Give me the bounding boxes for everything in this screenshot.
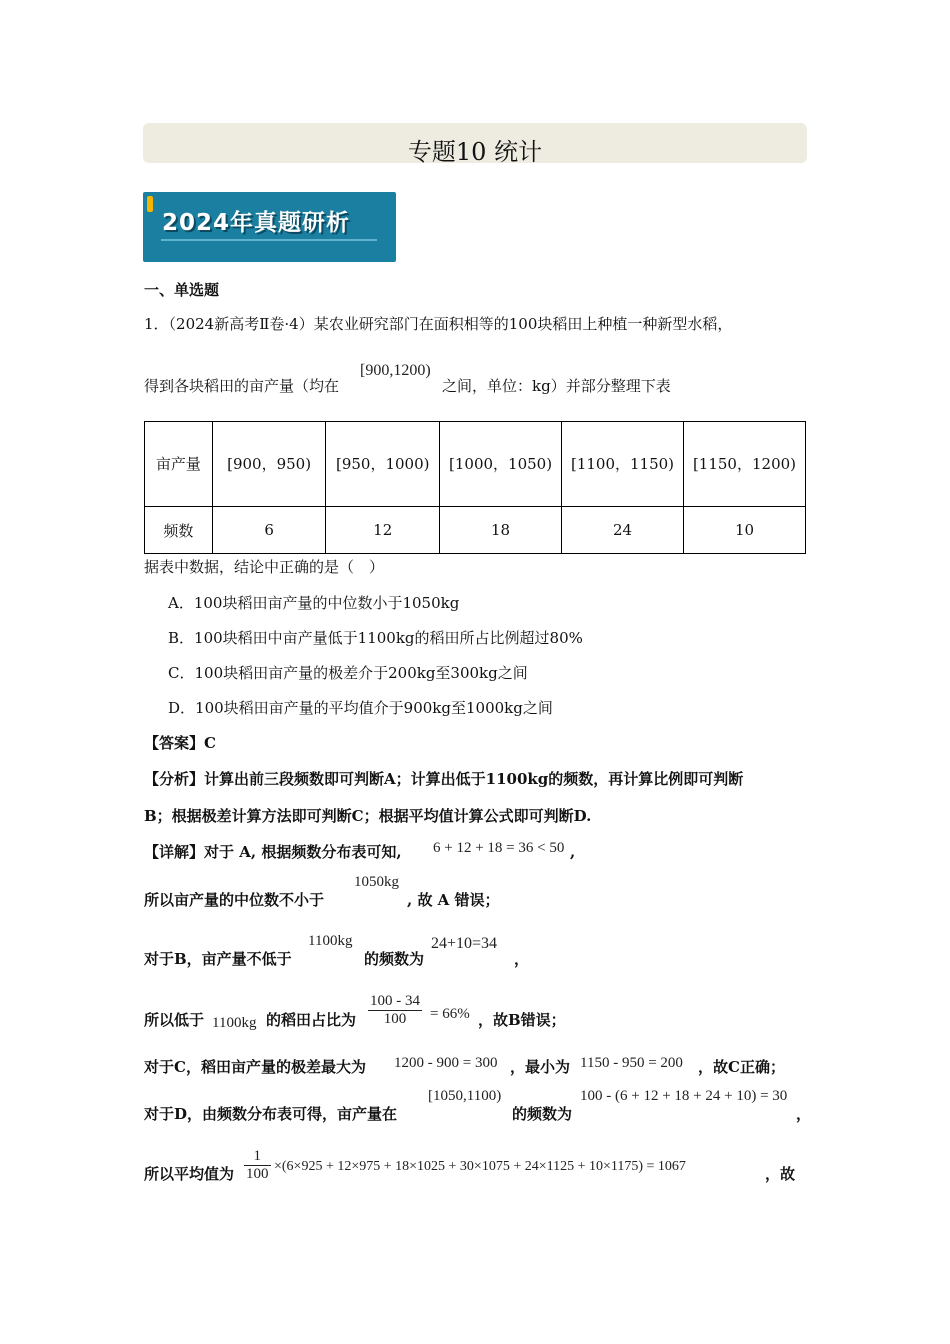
analysis-line-2: B；根据极差计算方法即可判断C；根据平均值计算公式即可判断D. <box>144 807 592 825</box>
math-expression: ×(6×925 + 12×975 + 18×1025 + 30×1075 + 24×1125 + 10×1175) = 1067 <box>274 1159 686 1174</box>
table-cell: 频数 <box>145 507 213 554</box>
detail-line-7: 所以平均值为 <box>144 1165 235 1183</box>
table-cell: [1150，1200) <box>683 422 805 507</box>
question-prompt: 据表中数据，结论中正确的是（ ） <box>144 558 385 576</box>
detail-text: ，故C正确； <box>698 1058 785 1076</box>
table-cell: [1100，1150) <box>562 422 684 507</box>
table-cell: [1000，1050) <box>440 422 562 507</box>
year-badge <box>143 192 396 262</box>
fraction-numerator: 1 <box>253 1148 261 1164</box>
detail-text: ，故B错误； <box>478 1011 566 1029</box>
math-expression: 100 - (6 + 12 + 18 + 24 + 10) = 30 <box>580 1088 788 1104</box>
section-heading: 一、单选题 <box>144 281 220 299</box>
answer-line: 【答案】C <box>144 734 216 752</box>
detail-text: ， <box>514 950 530 968</box>
math-expression: 1150 - 950 = 200 <box>580 1055 683 1071</box>
detail-line-2: 所以亩产量的中位数不小于 <box>144 891 325 909</box>
title-band <box>143 123 807 166</box>
detail-line-3: 对于B，亩产量不低于 <box>144 950 292 968</box>
detail-text: 的频数为 <box>512 1105 573 1123</box>
detail-line-4: 所以低于 <box>144 1011 205 1029</box>
detail-text: , 故 A 错误； <box>407 891 500 909</box>
question-line-2-end: 之间，单位：kg）并部分整理下表 <box>442 377 671 395</box>
detail-text: ，故 <box>765 1165 796 1183</box>
detail-line-1 <box>144 842 402 862</box>
detail-text: , <box>570 843 576 861</box>
table-cell: 12 <box>326 507 440 554</box>
math-expression: 1100kg <box>212 1015 257 1031</box>
table-cell: 6 <box>212 507 326 554</box>
fraction-denominator: 100 <box>246 1166 269 1182</box>
fraction <box>244 1148 271 1183</box>
fraction-numerator: 100 - 34 <box>370 993 420 1009</box>
detail-label: 【详解】 <box>144 843 205 861</box>
math-expression: [1050,1100) <box>428 1088 502 1104</box>
option-d: D．100块稻田亩产量的平均值介于900kg至1000kg之间 <box>168 699 553 717</box>
fraction-denominator: 100 <box>368 1010 422 1028</box>
detail-line-5: 对于C，稻田亩产量的极差最大为 <box>144 1058 366 1076</box>
table-cell: [900，950) <box>212 422 326 507</box>
math-expression: 6 + 12 + 18 = 36 < 50 <box>433 840 565 856</box>
table-cell: [950，1000) <box>326 422 440 507</box>
badge-accent-mark <box>147 196 153 212</box>
table-cell: 24 <box>562 507 684 554</box>
fraction <box>368 993 422 1028</box>
math-expression: 1050kg <box>354 874 399 890</box>
page-title: 专题10 统计 <box>407 138 543 166</box>
option-a: A．100块稻田亩产量的中位数小于1050kg <box>168 594 460 612</box>
detail-text: 的频数为 <box>364 950 425 968</box>
detail-text: 对于 A, 根据频数分布表可知, <box>204 843 402 861</box>
table-cell: 10 <box>683 507 805 554</box>
option-b: B．100块稻田中亩产量低于1100kg的稻田所占比例超过80% <box>168 629 583 647</box>
analysis-line-1: 【分析】计算出前三段频数即可判断A；计算出低于1100kg的频数，再计算比例即可判断 <box>144 770 744 788</box>
math-expression: 24+10=34 <box>431 935 498 952</box>
table-cell: 亩产量 <box>145 422 213 507</box>
detail-text: ， <box>796 1105 812 1123</box>
question-line-1: 1．（2024新高考Ⅱ卷·4）某农业研究部门在面积相等的100块稻田上种植一种新型水稻， <box>144 315 733 333</box>
detail-text: ，最小为 <box>510 1058 571 1076</box>
math-expression: 1200 - 900 = 300 <box>394 1055 498 1071</box>
table-cell: 18 <box>440 507 562 554</box>
option-c: C．100块稻田亩产量的极差介于200kg至300kg之间 <box>168 664 528 682</box>
math-expression: 1100kg <box>308 933 353 949</box>
badge-label: 2024年真题研析 <box>162 210 351 236</box>
question-line-2-start: 得到各块稻田的亩产量（均在 <box>144 377 340 395</box>
badge-underline <box>161 239 377 241</box>
table-header-row <box>145 422 806 507</box>
math-expression: = 66% <box>430 1006 470 1022</box>
detail-line-6: 对于D，由频数分布表可得，亩产量在 <box>144 1105 398 1123</box>
table-row <box>145 507 806 554</box>
frequency-table <box>144 421 806 554</box>
interval-math: [900,1200) <box>360 362 431 379</box>
detail-text: 的稻田占比为 <box>266 1011 357 1029</box>
